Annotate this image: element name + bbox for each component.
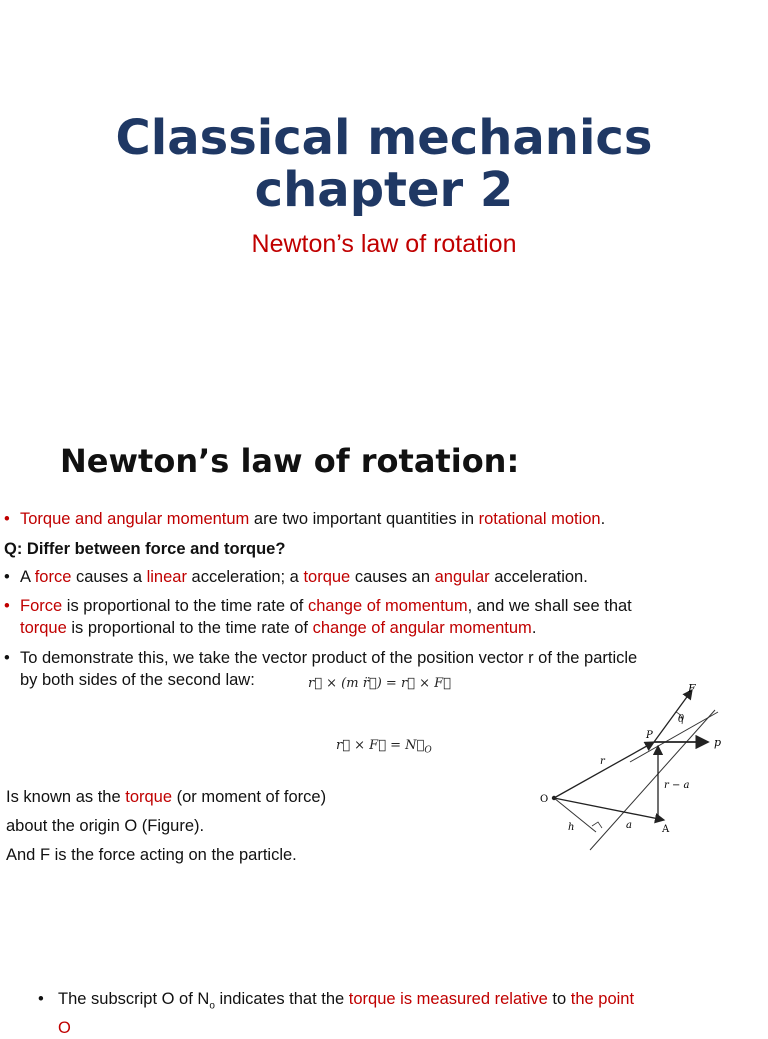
note-text: indicates that the — [214, 990, 349, 1008]
p1-text: (or moment of force) — [172, 788, 327, 806]
h-line — [554, 798, 596, 832]
slide-subtitle: Newton’s law of rotation — [251, 230, 517, 258]
note-O: O — [58, 1019, 71, 1038]
bullet-dot: • — [4, 649, 10, 667]
label-F: F — [688, 682, 696, 695]
bullet-4-text: To demonstrate this, we take the vector product of the position vector r of the particle — [20, 649, 638, 667]
slide-title — [0, 112, 768, 216]
label-A: A — [662, 824, 670, 835]
section-heading: Newton’s law of rotation: — [60, 442, 520, 480]
bullet-dot: • — [38, 990, 44, 1008]
note-text: to — [547, 990, 571, 1008]
note-point: the point — [570, 990, 635, 1008]
bullet-1-term: Torque and angular momentum — [20, 510, 250, 528]
right-angle-mark — [592, 822, 602, 828]
label-p: p — [714, 736, 722, 749]
b2-text: causes an — [350, 568, 435, 586]
torque-definition — [6, 786, 326, 808]
equation-2-main: r⃗ × F⃗ = N⃗ — [336, 738, 425, 753]
question-line: Q: Differ between force and torque? — [4, 540, 286, 558]
b3-text: is proportional to the time rate of — [66, 619, 313, 637]
bullet-dot: • — [4, 597, 10, 615]
bullet-1-end: . — [600, 510, 606, 528]
p1-text: Is known as the — [6, 788, 126, 806]
p1-torque: torque — [125, 788, 173, 806]
note-torque-relative: torque is measured relative — [348, 990, 548, 1008]
b3-change-angular-momentum: change of angular momentum — [312, 619, 532, 637]
b2-text: A — [20, 568, 35, 586]
label-h: h — [568, 822, 575, 833]
equation-1: r⃗ × (m r̈⃗) = r⃗ × F⃗ — [308, 676, 451, 691]
label-r-minus-a: r − a — [664, 780, 690, 791]
about-origin: about the origin O (Figure). — [6, 817, 205, 835]
b2-angular: angular — [434, 568, 490, 586]
F-vector — [654, 690, 692, 742]
b2-text: acceleration; a — [186, 568, 304, 586]
b3-torque: torque — [20, 619, 67, 637]
equation-2 — [336, 738, 432, 756]
line-of-action — [630, 712, 718, 762]
label-P: P — [646, 730, 653, 741]
bullet-1-term2: rotational motion — [478, 510, 601, 528]
b3-end: . — [531, 619, 537, 637]
bullet-dot: • — [4, 510, 10, 528]
b3-text: , and we shall see that — [467, 597, 632, 615]
label-theta: θ — [678, 714, 685, 725]
torque-diagram — [530, 680, 740, 855]
equation-2-sub: O — [424, 745, 432, 756]
b2-force: force — [34, 568, 72, 586]
bullet-dot: • — [4, 568, 10, 586]
title-line-2: chapter 2 — [254, 162, 514, 218]
label-a: a — [626, 820, 632, 831]
a-vector — [554, 798, 664, 820]
b3-force: Force — [20, 597, 63, 615]
b3-text: is proportional to the time rate of — [62, 597, 308, 615]
origin-point — [552, 796, 556, 800]
force-acting: And F is the force acting on the particle. — [6, 846, 297, 864]
label-O: O — [540, 794, 549, 805]
b2-torque: torque — [303, 568, 351, 586]
title-line-1: Classical mechanics — [115, 110, 653, 166]
b3-change-momentum: change of momentum — [307, 597, 468, 615]
b2-linear: linear — [146, 568, 187, 586]
b2-text: causes a — [71, 568, 147, 586]
bullet-3-line-2 — [20, 617, 536, 639]
label-r: r — [600, 756, 605, 767]
r-vector — [554, 742, 654, 798]
bullet-4-line-2: by both sides of the second law: — [20, 671, 255, 689]
note-sub: o — [209, 1000, 215, 1012]
b2-text: acceleration. — [489, 568, 588, 586]
bullet-1-text: are two important quantities in — [249, 510, 479, 528]
note-text: The subscript O of N — [58, 990, 210, 1008]
